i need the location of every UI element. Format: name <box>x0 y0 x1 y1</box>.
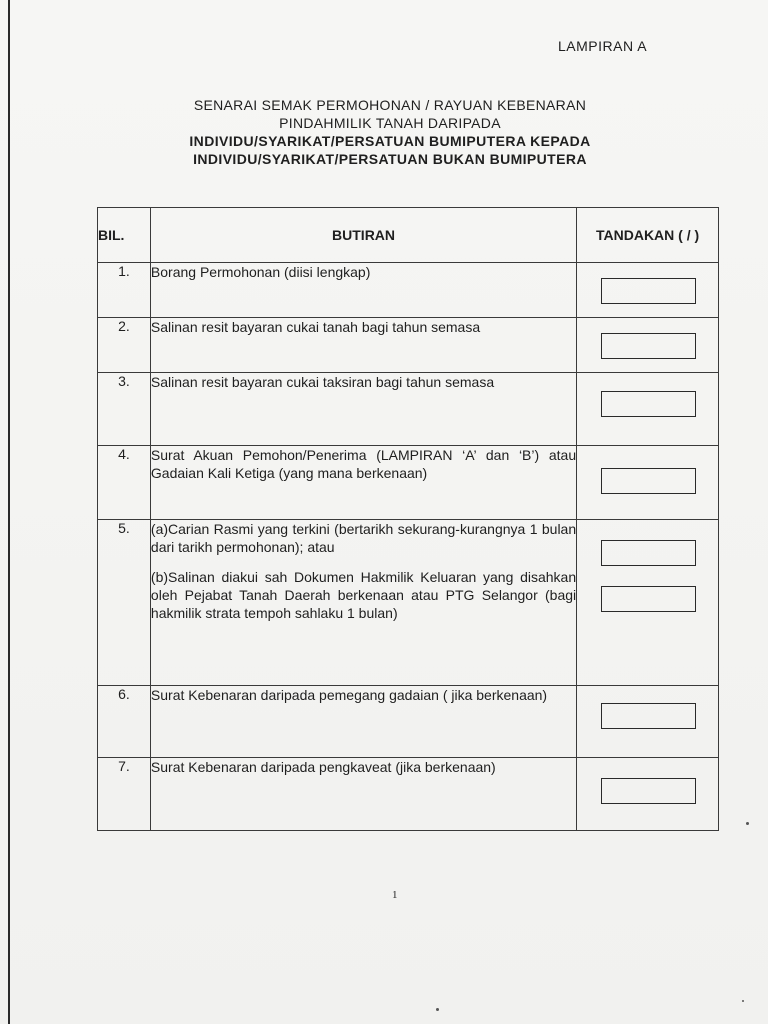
row-number: 2. <box>98 318 151 373</box>
checkbox[interactable] <box>601 586 696 612</box>
table-row <box>98 446 719 520</box>
row-description: Surat Kebenaran daripada pengkaveat (jika berkenaan) <box>150 758 576 831</box>
row-number: 3. <box>98 373 151 446</box>
table-row <box>98 520 719 686</box>
row-description: Salinan resit bayaran cukai taksiran bagi tahun semasa <box>150 373 576 446</box>
scan-speck <box>742 1000 744 1002</box>
row-number: 1. <box>98 263 151 318</box>
tick-cell <box>577 318 719 373</box>
row-description <box>150 520 576 686</box>
table-row <box>98 758 719 831</box>
row-number: 4. <box>98 446 151 520</box>
row-description: Borang Permohonan (diisi lengkap) <box>150 263 576 318</box>
tick-cell <box>577 686 719 758</box>
row-description: Surat Kebenaran daripada pemegang gadaian ( jika berkenaan) <box>150 686 576 758</box>
header-bil: BIL. <box>98 208 151 263</box>
row-number: 5. <box>98 520 151 686</box>
checkbox[interactable] <box>601 391 696 417</box>
title-line-2: PINDAHMILIK TANAH DARIPADA <box>279 115 501 131</box>
page-edge-line <box>8 0 10 1024</box>
header-butiran: BUTIRAN <box>150 208 576 263</box>
table-row <box>98 373 719 446</box>
table-header-row <box>98 208 719 263</box>
title-line-1: SENARAI SEMAK PERMOHONAN / RAYUAN KEBENARAN <box>193 97 587 113</box>
checklist-table <box>97 207 719 831</box>
row-number: 7. <box>98 758 151 831</box>
tick-cell <box>577 758 719 831</box>
row-description: Salinan resit bayaran cukai tanah bagi tahun semasa <box>150 318 576 373</box>
checkbox[interactable] <box>601 540 696 566</box>
table-row <box>98 318 719 373</box>
checkbox[interactable] <box>601 778 696 804</box>
page-number: 1 <box>392 889 398 901</box>
header-tandakan: TANDAKAN ( / ) <box>577 208 719 263</box>
tick-cell <box>577 446 719 520</box>
checkbox[interactable] <box>601 468 696 494</box>
checkbox[interactable] <box>601 333 696 359</box>
title-line-3: INDIVIDU/SYARIKAT/PERSATUAN BUMIPUTERA KEPADA <box>189 133 591 149</box>
row-subitem-a: (a)Carian Rasmi yang terkini (bertarikh sekurang-kurangnya 1 bulan dari tarikh permohonan); atau <box>150 521 577 555</box>
checkbox[interactable] <box>601 703 696 729</box>
scan-speck <box>746 822 749 825</box>
title-line-4: INDIVIDU/SYARIKAT/PERSATUAN BUKAN BUMIPUTERA <box>193 151 587 167</box>
table-row <box>98 263 719 318</box>
row-subitem-b: (b)Salinan diakui sah Dokumen Hakmilik Keluaran yang disahkan oleh Pejabat Tanah Daerah berkenaan atau PTG Selangor (bagi hakmilik strata tempoh sahlaku 1 bulan) <box>150 569 577 621</box>
scan-speck <box>436 1008 439 1011</box>
tick-cell <box>577 263 719 318</box>
document-title <box>120 96 660 168</box>
tick-cell <box>577 520 719 686</box>
table-row <box>98 686 719 758</box>
appendix-label: LAMPIRAN A <box>558 38 648 54</box>
tick-cell <box>577 373 719 446</box>
checkbox[interactable] <box>601 278 696 304</box>
row-number: 6. <box>98 686 151 758</box>
row-description: Surat Akuan Pemohon/Penerima (LAMPIRAN ‘A’ dan ‘B’) atau Gadaian Kali Ketiga (yang mana berkenaan) <box>150 446 576 520</box>
